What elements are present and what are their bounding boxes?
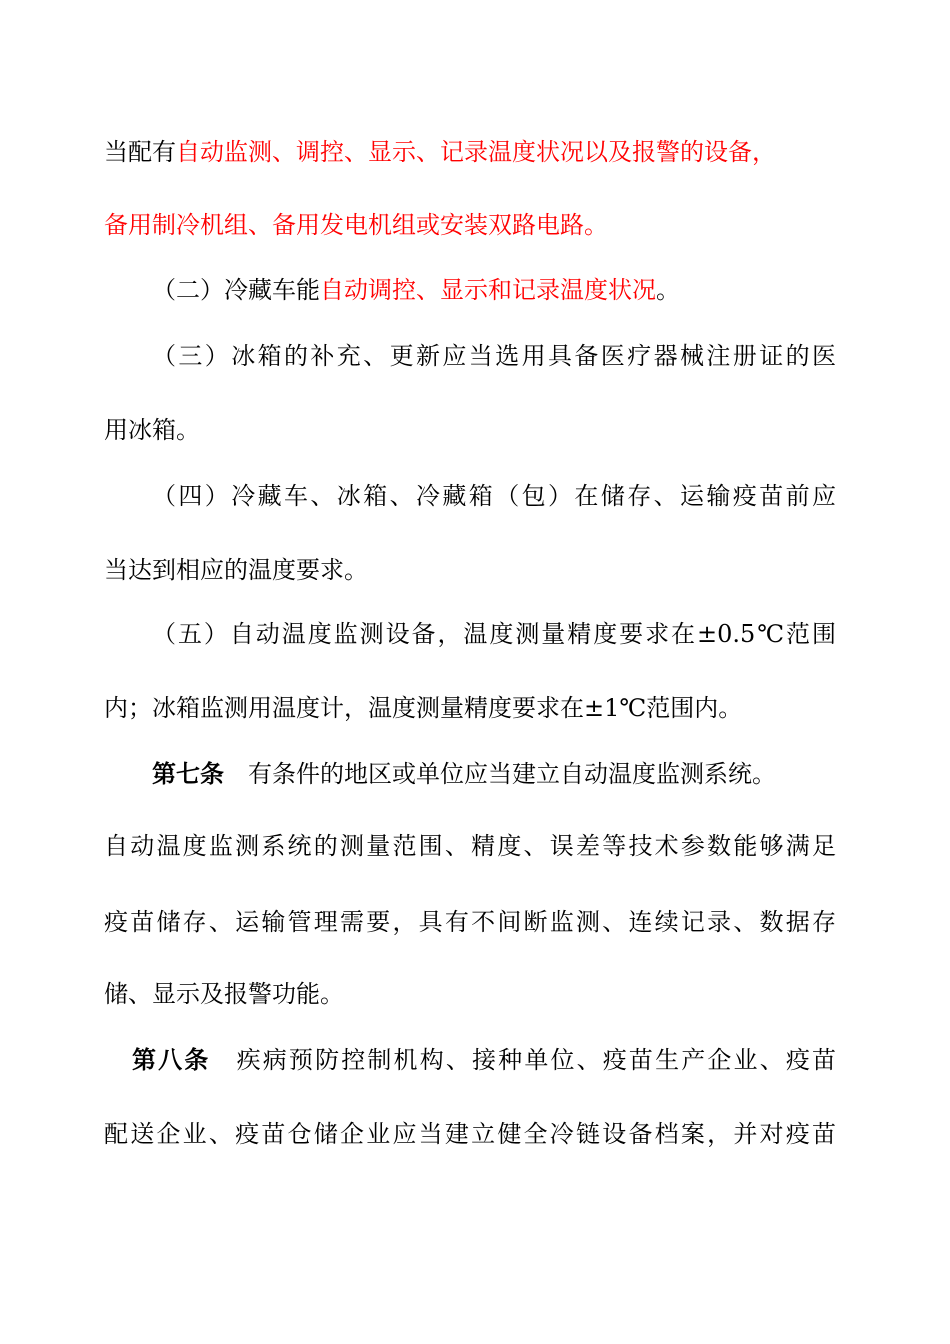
text-run: （二）冷藏车能 bbox=[152, 276, 320, 304]
text-run: 。 bbox=[656, 276, 680, 304]
text-line-5 bbox=[104, 410, 200, 450]
text-line-10 bbox=[152, 754, 776, 794]
text-run: （四）冷藏车、冰箱、冷藏箱（包）在储存、运输疫苗前应 bbox=[152, 482, 836, 510]
text-run: 配送企业、疫苗仓储企业应当建立健全冷链设备档案，并对疫苗 bbox=[104, 1120, 836, 1148]
article-number: 第七条 bbox=[152, 760, 224, 788]
text-line-14 bbox=[132, 1040, 836, 1080]
text-line-7 bbox=[104, 550, 368, 590]
article-number: 第八条 bbox=[132, 1046, 211, 1074]
text-run: 有条件的地区或单位应当建立自动温度监测系统。 bbox=[224, 760, 776, 788]
text-line-13 bbox=[104, 974, 344, 1014]
text-run: 当配有 bbox=[104, 138, 176, 166]
text-run: 储、显示及报警功能。 bbox=[104, 980, 344, 1008]
highlighted-text-run: 自动调控、显示和记录温度状况 bbox=[320, 276, 656, 304]
text-line-1 bbox=[104, 132, 776, 172]
text-line-6 bbox=[152, 476, 836, 516]
text-run: 疾病预防控制机构、接种单位、疫苗生产企业、疫苗 bbox=[210, 1046, 837, 1074]
text-run: 用冰箱。 bbox=[104, 416, 200, 444]
text-line-4 bbox=[152, 336, 836, 376]
highlighted-text-run: 自动监测、调控、显示、记录温度状况以及报警的设备， bbox=[176, 138, 776, 166]
text-line-9 bbox=[104, 688, 742, 728]
text-run: 疫苗储存、运输管理需要，具有不间断监测、连续记录、数据存 bbox=[104, 908, 836, 936]
text-line-3 bbox=[152, 270, 680, 310]
text-line-8 bbox=[152, 614, 836, 654]
text-run: （五）自动温度监测设备，温度测量精度要求在±0.5℃范围 bbox=[152, 620, 836, 648]
text-line-2 bbox=[104, 205, 608, 245]
text-line-11 bbox=[104, 826, 836, 866]
text-run: 内；冰箱监测用温度计，温度测量精度要求在±1℃范围内。 bbox=[104, 694, 743, 722]
text-run: 当达到相应的温度要求。 bbox=[104, 556, 368, 584]
text-line-15 bbox=[104, 1114, 836, 1154]
text-run: （三）冰箱的补充、更新应当选用具备医疗器械注册证的医 bbox=[152, 342, 836, 370]
highlighted-text-run: 备用制冷机组、备用发电机组或安装双路电路。 bbox=[104, 211, 608, 239]
text-line-12 bbox=[104, 902, 836, 942]
text-run: 自动温度监测系统的测量范围、精度、误差等技术参数能够满足 bbox=[104, 832, 836, 860]
